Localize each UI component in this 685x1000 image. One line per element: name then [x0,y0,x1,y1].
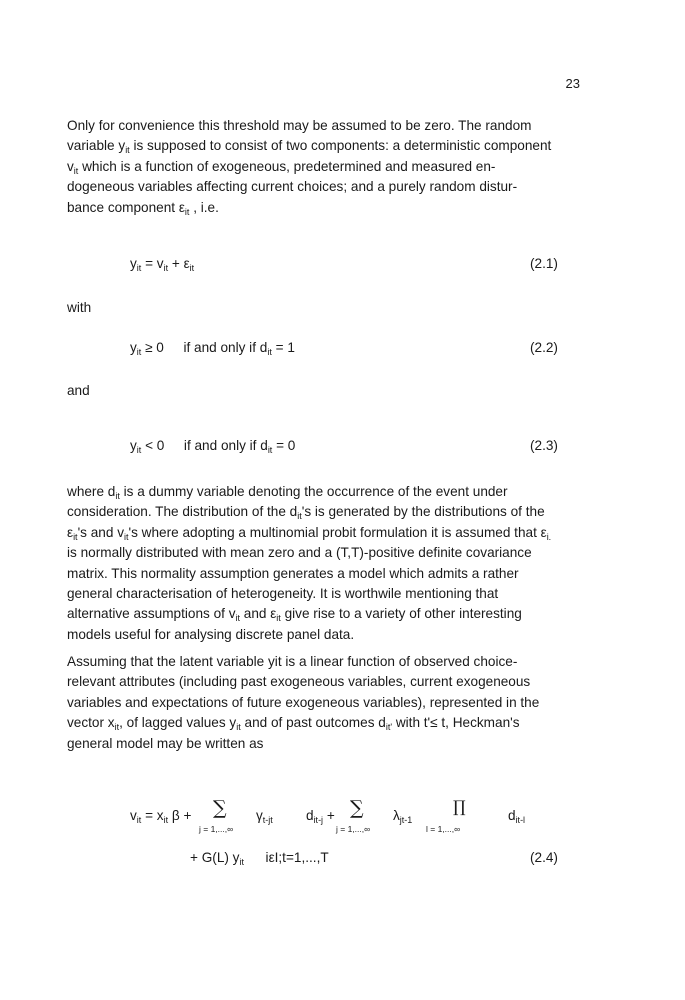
text-line: matrix. This normality assumption generates a model which admits a rather [67,565,519,581]
text-line: Assuming that the latent variable yit is a linear function of observed choice- [67,654,518,669]
text-line: where $d_{it}$ is a dummy variable denoting the occurrence of the event under [67,484,508,501]
text-line: variables and expectations of future exogeneous variables), represented in the [67,694,540,710]
text-line: Only for convenience this threshold may be assumed to be zero. The random [67,118,532,133]
text-line: relevant attributes (including past exogeneous variables, current exogeneous [67,674,531,690]
text-line: general model may be written as [67,735,264,751]
gamma-term: $\gamma_{t-jt}$ [256,808,273,825]
text-line: models useful for analysing discrete panel data. [67,626,355,642]
word-with: with [67,300,92,315]
page-number: 23 [565,76,580,91]
d-term-2: $d_{it-l}$ [508,808,526,825]
text-line: $\varepsilon_{it}'s$ and $v_{it}'s$ where adopting a multinomial probit formulation it is assumed that $\varepsilon_{i.}$ [67,524,552,542]
equation-2-3: $y_{it} < 0$ if and only if $d_{it} = 0$ [130,438,296,455]
eq24-lhs: $v_{it} = x_{it}$ β + [130,808,192,825]
sum-range-2: j = 1,...,∞ [336,824,371,834]
equation-number-2-2: (2.2) [530,340,558,355]
paragraph-1 [67,116,577,218]
paragraph-2 [67,482,577,645]
eq24-line-2: + G(L) $y_{it}$ iεI;t=1,...,T [190,850,329,867]
product-symbol: ∏ [453,797,466,816]
text-line: dogeneous variables affecting current choices; and a purely random distur- [67,179,518,195]
text-line: variable $y_{it}$ is supposed to consist of two components: a deterministic component [67,138,552,156]
text-line: general characterisation of heterogeneity. It is worthwile mentioning that [67,586,499,602]
text-line: consideration. The distribution of the $d_{it}'s$ is generated by the distributions of the [67,504,545,522]
equation-2-1: $y_{it} = v_{it} + \varepsilon_{it}$ [130,256,195,273]
equation-number-2-1: (2.1) [530,256,558,271]
sum-symbol-2: ∑ [350,797,364,819]
text-line: alternative assumptions of $v_{it}$ and $\varepsilon_{it}$ give rise to a variety of other interesting [67,606,522,624]
paragraph-3 [67,652,577,754]
sum-range-1: j = 1,...,∞ [199,824,234,834]
equation-2-2: $y_{it} \ge 0$ if and only if $d_{it} = 1$ [130,340,295,357]
d-term-1: $d_{it-j}$ + [306,808,335,825]
equation-number-2-4: (2.4) [530,850,558,865]
equation-number-2-3: (2.3) [530,438,558,453]
sum-symbol-1: ∑ [213,797,227,819]
text-line: is normally distributed with mean zero and a (T,T)-positive definite covariance [67,545,532,561]
word-and: and [67,383,90,398]
product-range: l = 1,...,∞ [426,824,461,834]
lambda-term: $\lambda_{jt-1}$ [393,808,413,825]
text-line: vector $x_{it}$, of lagged values $y_{it}$ and of past outcomes $d_{it'}$ with t'≤ t, Heckman's [67,715,520,733]
text-line: $v_{it}$ which is a function of exogeneous, predetermined and measured en- [67,158,496,176]
text-line: bance component $\varepsilon_{it}$ , i.e. [67,199,219,217]
